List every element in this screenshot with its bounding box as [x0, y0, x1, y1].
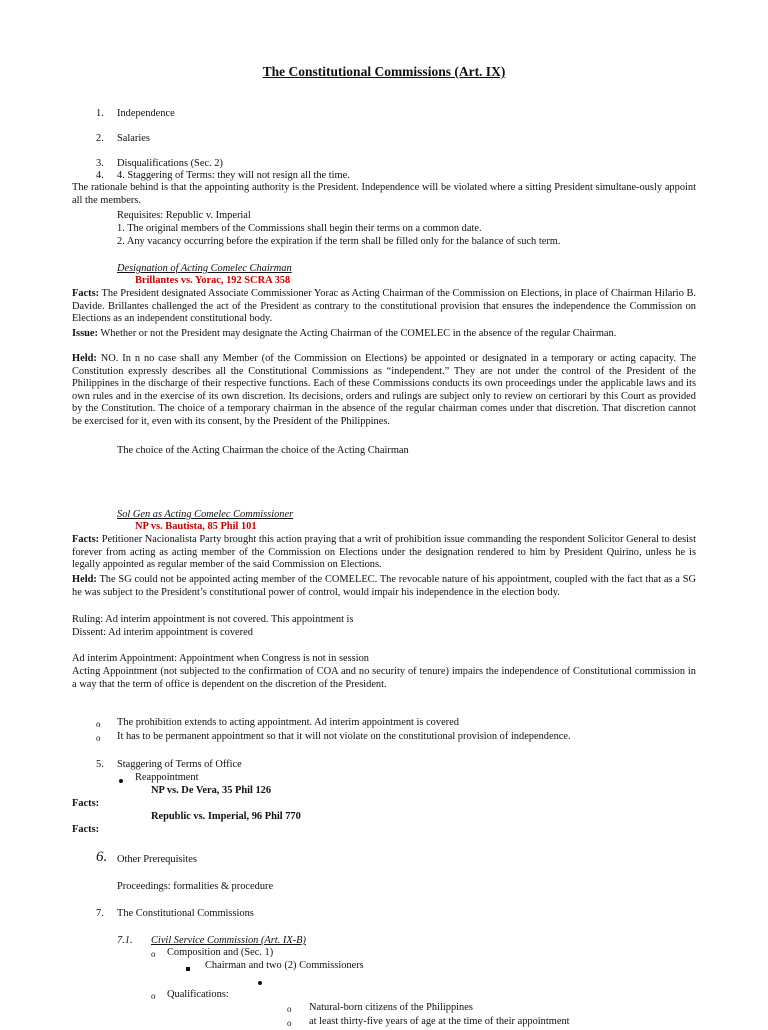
choice-line: The choice of the Acting Chairman the choice of the Acting Chairman — [117, 445, 409, 456]
facts-label: Facts: — [72, 288, 100, 299]
page-title: The Constitutional Commissions (Art. IX) — [262, 64, 506, 79]
acting-appointment-paragraph: Acting Appointment (not subjected to the confirmation of COA and no security of tenure) impairs the independence of Constitutional commission in a way that the term of office is dependent on the discretion of the President. — [72, 666, 696, 690]
bullet-o-icon: o — [151, 949, 156, 959]
requisites-heading: Requisites: Republic v. Imperial — [117, 210, 251, 221]
rationale-paragraph: The rationale behind is that the appointing authority is the President. Independence will be violated where a sitting President simultane-ously appoint all the members. — [72, 182, 696, 206]
held-text: The SG could not be appointed acting member of the COMELEC. The revocable nature of his appointment, coupled with the fact that as a SG he was subject to the President’s constitutional power of control, would impair his independence in the election body. — [72, 574, 696, 598]
facts-label: Facts: — [72, 824, 100, 835]
requisite-item: 1. The original members of the Commissions shall begin their terms on a common date. — [117, 223, 482, 234]
held-paragraph — [72, 353, 696, 429]
issue-label: Issue: — [72, 328, 98, 339]
bullet-item: Chairman and two (2) Commissioners — [205, 960, 364, 971]
facts-label: Facts: — [72, 798, 100, 809]
bullet-item: Natural-born citizens of the Philippines — [309, 1002, 473, 1013]
list-number: 2. — [96, 133, 104, 144]
bullet-item: Composition and (Sec. 1) — [167, 947, 274, 958]
ruling-line: Ruling: Ad interim appointment is not covered. This appointment is — [72, 614, 354, 625]
bullet-item: at least thirty-five years of age at the time of their appointment — [309, 1016, 570, 1027]
bullet-o-icon: o — [287, 1004, 292, 1014]
bullet-dot-icon — [258, 977, 262, 990]
list-item: The Constitutional Commissions — [117, 908, 254, 919]
list-number: 3. — [96, 158, 104, 169]
list-number: 5. — [96, 759, 104, 770]
held-label: Held: — [72, 353, 97, 364]
facts-paragraph — [72, 534, 696, 572]
list-number: 7. — [96, 908, 104, 919]
list-number: 6. — [96, 849, 108, 865]
ad-interim-line: Ad interim Appointment: Appointment when Congress is not in session — [72, 653, 369, 664]
dissent-line: Dissent: Ad interim appointment is covered — [72, 627, 253, 638]
bullet-item: Qualifications: — [167, 989, 229, 1000]
facts-text: The President designated Associate Commissioner Yorac as Acting Chairman of the Commission on Elections, in place of Chairman Hilario B. Davide. Brillantes challenged the act of the President as contrary to the constitutional provision that ensures the independence the Commission on Elections as an independent constitutional body. — [72, 288, 697, 325]
bullet-dot-icon — [119, 775, 123, 788]
bullet-o-icon: o — [151, 991, 156, 1001]
list-item: Independence — [117, 108, 175, 119]
list-item: Disqualifications (Sec. 2) — [117, 158, 223, 169]
list-item: Salaries — [117, 133, 150, 144]
issue-text: Whether or not the President may designate the Acting Chairman of the COMELEC in the absence of the regular Chairman. — [97, 328, 617, 339]
requisite-item: 2. Any vacancy occurring before the expiration if the term shall be filled only for the balance of such term. — [117, 236, 561, 247]
bullet-o-icon: o — [96, 719, 101, 729]
facts-paragraph — [72, 288, 696, 326]
case-citation: NP vs. De Vera, 35 Phil 126 — [151, 785, 272, 796]
case-citation: Republic vs. Imperial, 96 Phil 770 — [151, 811, 301, 822]
sub-number: 7.1. — [117, 935, 133, 946]
bullet-o-icon: o — [96, 733, 101, 743]
held-text: NO. In n no case shall any Member (of the Commission on Elections) be appointed or designated in a temporary or acting capacity. The Constitution expressly describes all the Constitutional Commissions as “independent.” They are not under the control of the President of the Philippines in the discharge of their respective functions. Each of these Commissions conducts its own proceedings under the applicable laws and its own rules and in the exercise of its own discretion. Its decisions, orders and rulings are subject only to review on certiorari by this Court as provided by the Constitution. The choice of a temporary chairman in the absence of the regular chairman comes under that discretion. That discretion cannot be exercised for it, even with its consent, by the President of the Philippines. — [72, 353, 696, 427]
list-number: 1. — [96, 108, 104, 119]
sub-heading: Civil Service Commission (Art. IX-B) — [151, 935, 306, 946]
square-bullet-icon — [186, 963, 190, 976]
facts-text: Petitioner Nacionalista Party brought this action praying that a writ of prohibition issue commanding the respondent Solicitor General to desist forever from acting as acting member of the Commission on Elections under the designation rendered to him by President Quirino, unless he is legally appointed as regular member of the said Commission on Elections. — [72, 534, 696, 571]
case-citation: NP vs. Bautista, 85 Phil 101 — [135, 521, 257, 532]
list-item: Staggering of Terms of Office — [117, 759, 242, 770]
bullet-o-icon: o — [287, 1018, 292, 1028]
held-label: Held: — [72, 574, 97, 585]
sub-item: Proceedings: formalities & procedure — [117, 881, 274, 892]
section-heading: Designation of Acting Comelec Chairman — [117, 263, 292, 274]
held-paragraph — [72, 574, 696, 599]
list-item: Other Prerequisites — [117, 854, 197, 865]
issue-paragraph — [72, 328, 696, 341]
list-number: 4. — [96, 170, 104, 181]
facts-label: Facts: — [72, 534, 100, 545]
section-heading: Sol Gen as Acting Comelec Commissioner — [117, 509, 294, 520]
case-citation: Brillantes vs. Yorac, 192 SCRA 358 — [135, 275, 291, 286]
list-item: 4. Staggering of Terms: they will not resign all the time. — [117, 170, 350, 181]
bullet-item: It has to be permanent appointment so that it will not violate on the constitutional provision of independence. — [117, 731, 571, 742]
bullet-item: Reappointment — [135, 772, 199, 783]
bullet-item: The prohibition extends to acting appointment. Ad interim appointment is covered — [117, 717, 459, 728]
